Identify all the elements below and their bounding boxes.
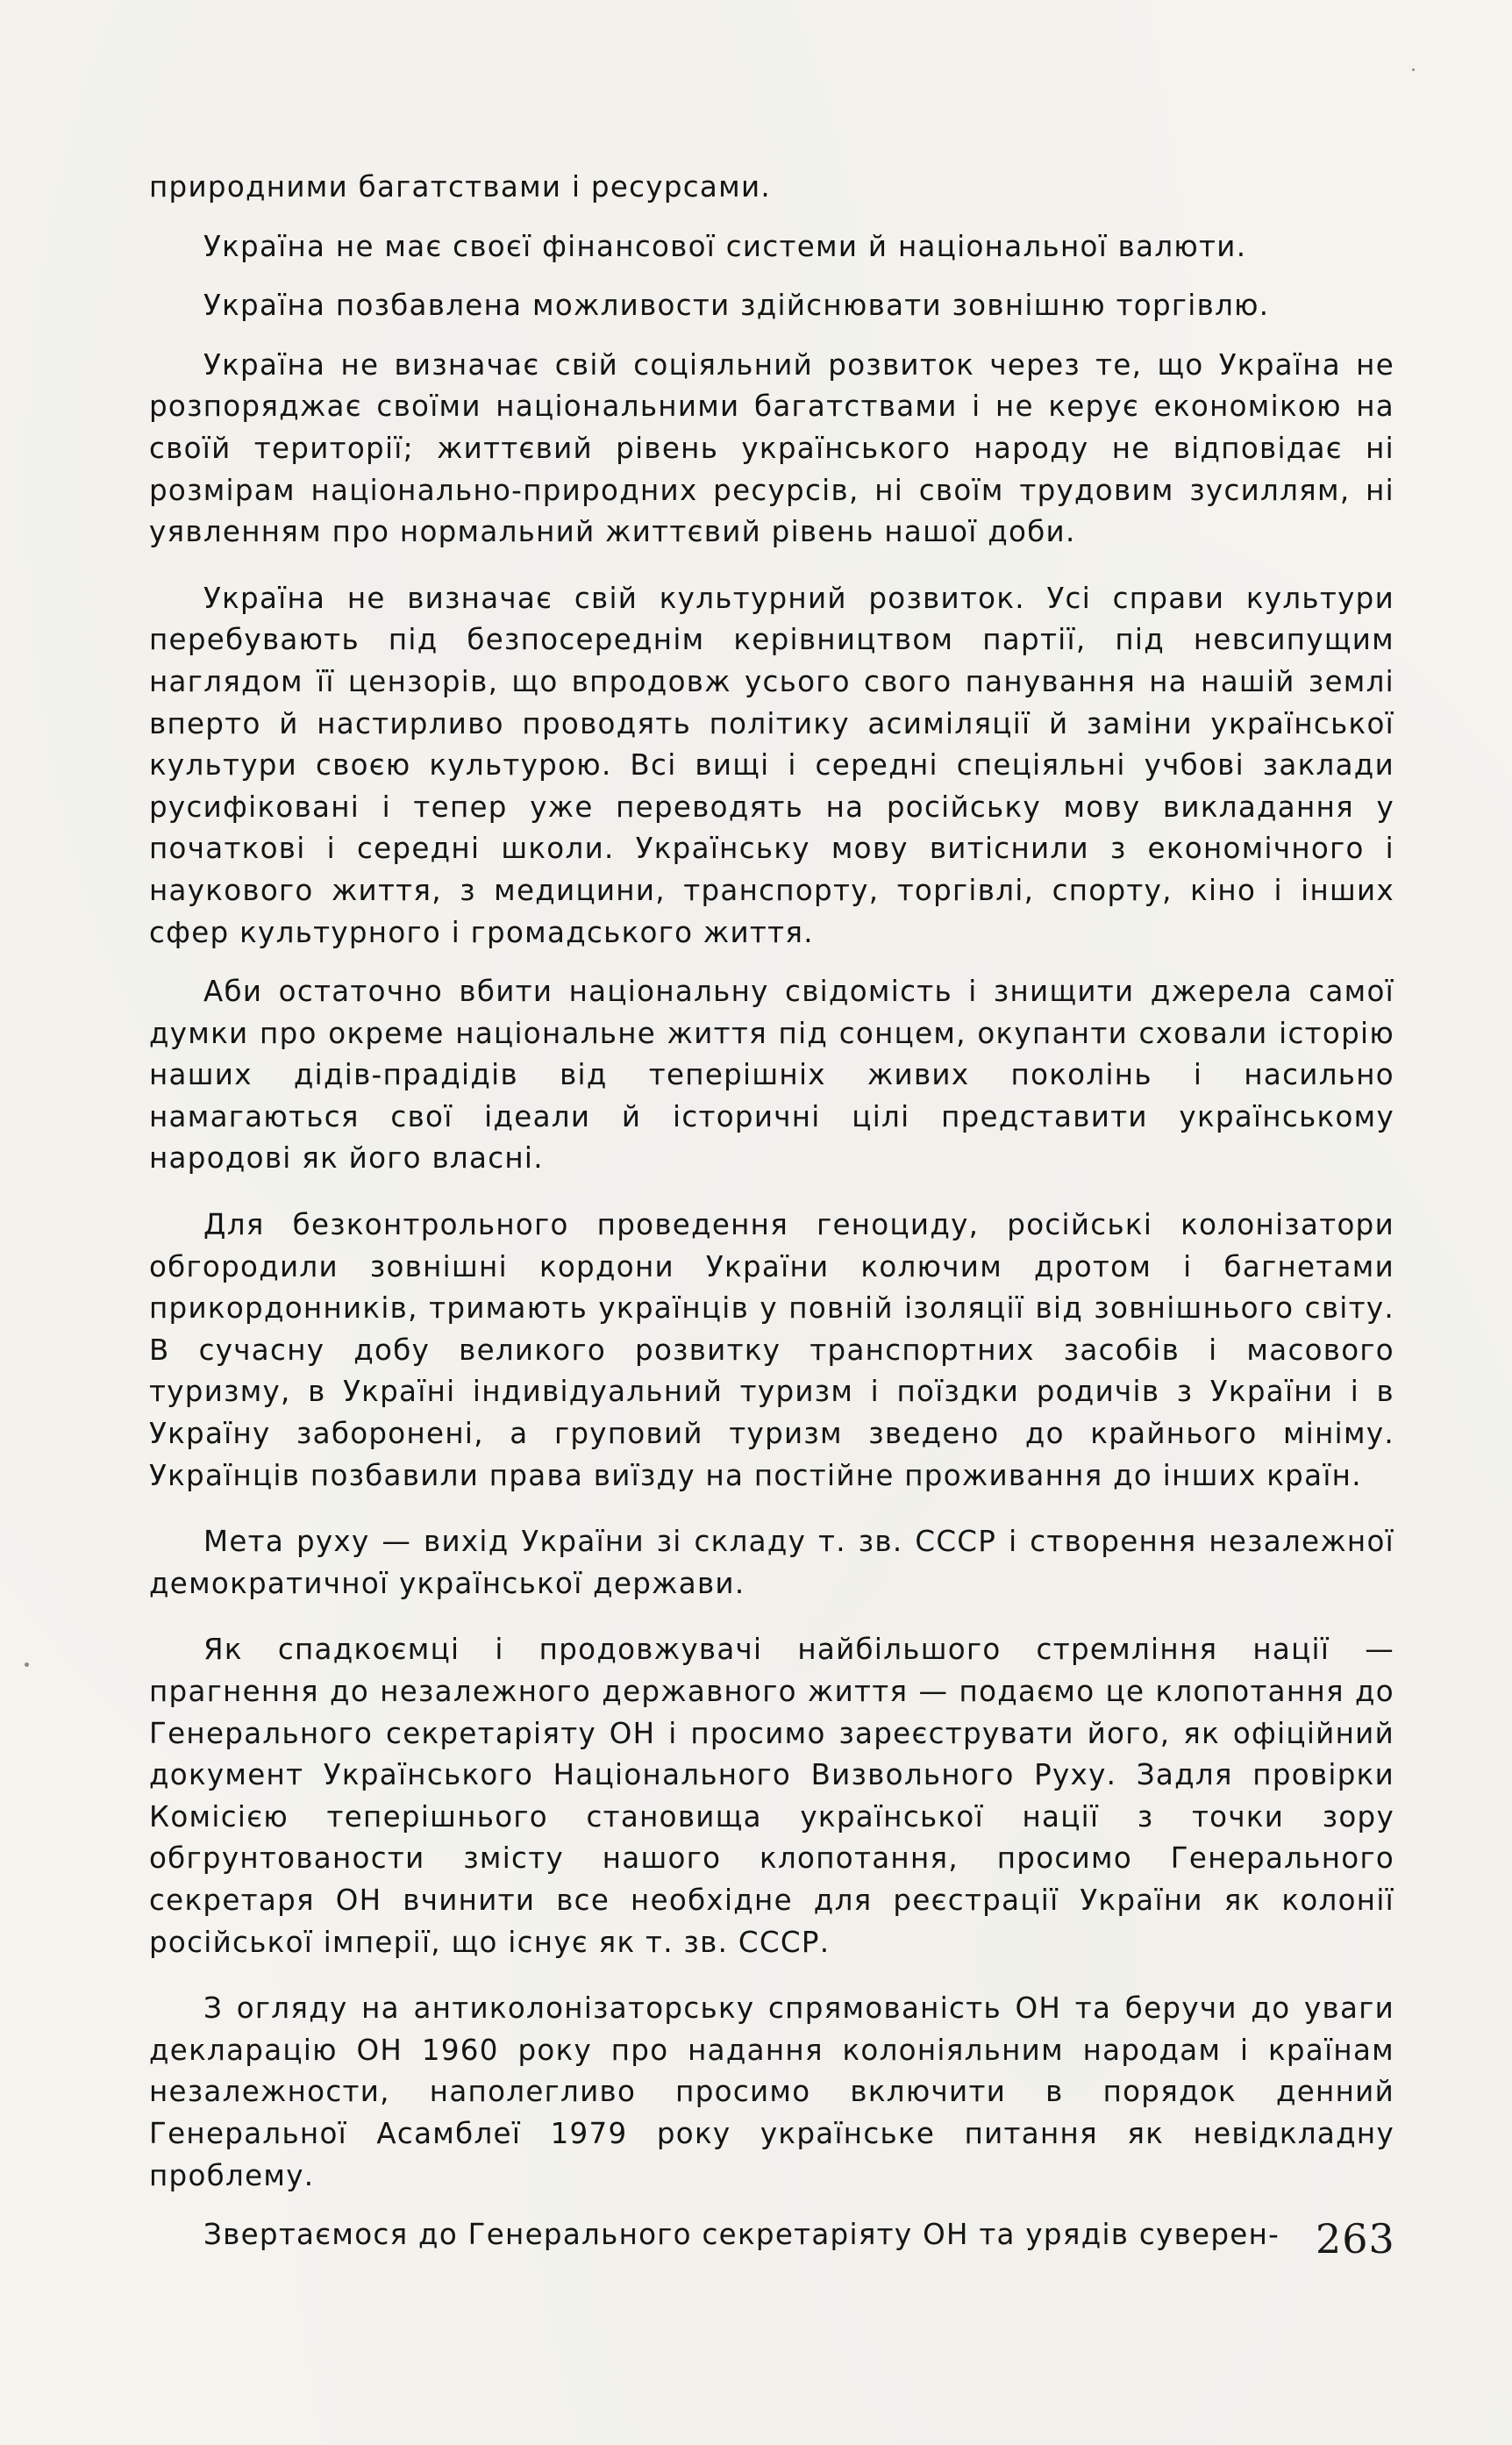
paragraph-8: Мета руху — вихід України зі складу т. зв. СССР і створення незалежної демократичної української держави. <box>149 1525 1394 1600</box>
paragraph-9: Як спадкоємці і продовжувачі найбільшого стремління нації — прагнення до незалежного державного життя — подаємо це клопотання до Генерального секретаріяту ОН і просимо зареєструвати його, як офіційний документ Українського Національного Визвольного Руху. Задля провірки Комісією теперішнього становища української нації з точки зору обгрунтованости змісту нашого клопотання, просимо Генерального секретаря ОН вчинити все необхідне для реєстрації України як колонії російської імперії, що існує як т. зв. СССР. <box>149 1633 1394 1959</box>
paper-speck <box>25 1662 29 1667</box>
paper-speck <box>1412 68 1415 71</box>
document-body <box>149 167 1394 2256</box>
paragraph-4: Україна не визначає свій соціяльний розвиток через те, що Україна не розпоряджає своїми національними багатствами і не керує економікою на своїй території; життєвий рівень українського народу не відповідає ні розмірам національно-природних ресурсів, ні своїм трудовим зусиллям, ні уявленням про нормальний життєвий рівень нашої доби. <box>149 347 1394 549</box>
paragraph-5: Україна не визначає свій культурний розвиток. Усі справи культури перебувають під безпосереднім керівництвом партії, під невсипущим наглядом її цензорів, що впродовж усього свого панування на нашій землі вперто й настирливо проводять політику асиміляції й заміни української культури своєю культурою. Всі вищі і середні спеціяльні учбові заклади русифіковані і тепер уже переводять на російську мову викладання у початкові і середні школи. Українську мову витіснили з економічного і наукового життя, з медицини, транспорту, торгівлі, спорту, кіно і інших сфер культурного і громадського життя. <box>149 581 1394 949</box>
paragraph-1: природними багатствами і ресурсами. <box>149 170 772 204</box>
paragraph-7: Для безконтрольного проведення геноциду, російські колонізатори обгородили зовнішні кордони України колючим дротом і багнетами прикордонників, тримають українців у повній ізоляції від зовнішнього світу. В сучасну добу великого розвитку транспортних засобів і масового туризму, в Україні індивідуальний туризм і поїздки родичів з України і в Україну заборонені, а груповий туризм зведено до крайнього мініму. Українців позбавили права виїзду на постійне проживання до інших країн. <box>149 1208 1394 1492</box>
paragraph-11: Звертаємося до Генерального секретаріяту ОН та урядів суверен- <box>203 2218 1280 2252</box>
paragraph-2: Україна не має своєї фінансової системи й національної валюти. <box>203 229 1247 263</box>
paragraph-3: Україна позбавлена можливости здійснювати зовнішню торгівлю. <box>203 289 1270 323</box>
page-number: 263 <box>1316 2215 1395 2263</box>
paragraph-10: З огляду на антиколонізаторську спрямованість ОН та беручи до уваги декларацію ОН 1960 року про надання колоніяльним народам і країнам незалежности, наполегливо просимо включити в порядок денний Генеральної Асамблеї 1979 року українське питання як невідкладну проблему. <box>149 1991 1394 2192</box>
paragraph-6: Аби остаточно вбити національну свідомість і знищити джерела самої думки про окреме національне життя під сонцем, окупанти сховали історію наших дідів-прадідів від теперішніх живих поколінь і насильно намагаються свої ідеали й історичні цілі представити українському народові як його власні. <box>149 975 1394 1176</box>
